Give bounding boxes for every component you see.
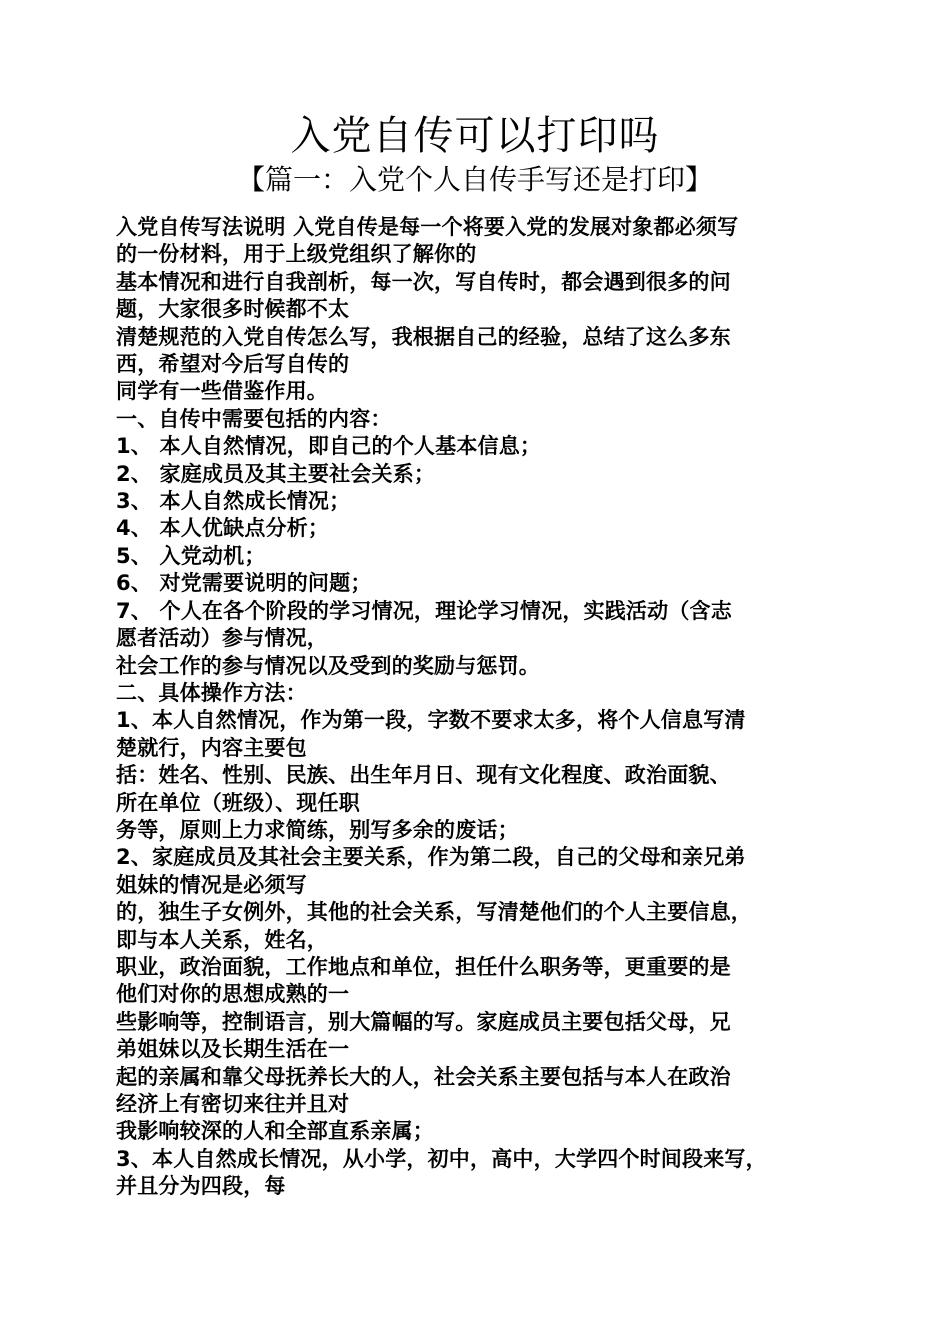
text-line: 楚就行，内容主要包 xyxy=(116,735,307,760)
text-line: 并且分为四段，每 xyxy=(116,1174,286,1199)
text-line: 所在单位（班级）、现任职 xyxy=(116,790,360,815)
text-line: 我影响较深的人和全部直系亲属； xyxy=(116,1119,434,1144)
text-line: 一、自传中需要包括的内容： xyxy=(116,406,392,431)
text-line: 职业，政治面貌，工作地点和单位，担任什么职务等，更重要的是 xyxy=(116,954,731,979)
text-line: 清楚规范的入党自传怎么写，我根据自己的经验，总结了这么多东 xyxy=(116,324,731,349)
text-line: 弟姐妹以及长期生活在一 xyxy=(116,1037,350,1062)
text-line: 愿者活动）参与情况， xyxy=(116,626,328,651)
text-line: 务等，原则上力求简练，别写多余的废话； xyxy=(116,817,519,842)
text-line: 即与本人关系，姓名， xyxy=(116,927,328,952)
text-line: 3、 本人自然成长情况； xyxy=(116,489,351,514)
document-body xyxy=(116,214,856,1201)
text-line: 些影响等，控制语言，别大篇幅的写。家庭成员主要包括父母，兄 xyxy=(116,1009,731,1034)
text-line: 5、 入党动机； xyxy=(116,543,266,568)
text-line: 1、本人自然情况，作为第一段，字数不要求太多，将个人信息写清 xyxy=(116,708,746,733)
text-line: 姐妹的情况是必须写 xyxy=(116,872,307,897)
text-line: 西，希望对今后写自传的 xyxy=(116,352,350,377)
text-line: 二、具体操作方法： xyxy=(116,680,307,705)
text-line: 2、家庭成员及其社会主要关系，作为第二段，自己的父母和亲兄弟 xyxy=(116,845,746,870)
text-line: 题，大家很多时候都不太 xyxy=(116,297,350,322)
text-line: 1、 本人自然情况，即自己的个人基本信息； xyxy=(116,434,542,459)
text-line: 3、本人自然成长情况，从小学，初中，高中，大学四个时间段来写， xyxy=(116,1146,767,1171)
text-line: 的，独生子女例外，其他的社会关系，写清楚他们的个人主要信息， xyxy=(116,900,752,925)
text-line: 社会工作的参与情况以及受到的奖励与惩罚。 xyxy=(116,653,540,678)
text-line: 4、 本人优缺点分析； xyxy=(116,516,330,541)
text-line: 括：姓名、性别、民族、出生年月日、现有文化程度、政治面貌、 xyxy=(116,763,731,788)
text-line: 经济上有密切来往并且对 xyxy=(116,1092,350,1116)
text-line: 的一份材料，用于上级党组织了解你的 xyxy=(116,242,477,267)
text-line: 同学有一些借鉴作用。 xyxy=(116,379,328,404)
text-line: 6、 对党需要说明的问题； xyxy=(116,571,372,596)
text-line: 2、 家庭成员及其主要社会关系； xyxy=(116,461,436,486)
document-subtitle: 【篇一：入党个人自传手写还是打印】 xyxy=(236,163,713,196)
text-line: 起的亲属和靠父母抚养长大的人，社会关系主要包括与本人在政治 xyxy=(116,1064,731,1089)
text-line: 基本情况和进行自我剖析，每一次，写自传时，都会遇到很多的问 xyxy=(116,269,731,294)
text-line: 7、 个人在各个阶段的学习情况，理论学习情况，实践活动（含志 xyxy=(116,598,732,623)
text-line: 他们对你的思想成熟的一 xyxy=(116,982,350,1007)
text-line: 入党自传写法说明 入党自传是每一个将要入党的发展对象都必须写 xyxy=(116,215,739,239)
document-title: 入党自传可以打印吗 xyxy=(290,113,660,159)
